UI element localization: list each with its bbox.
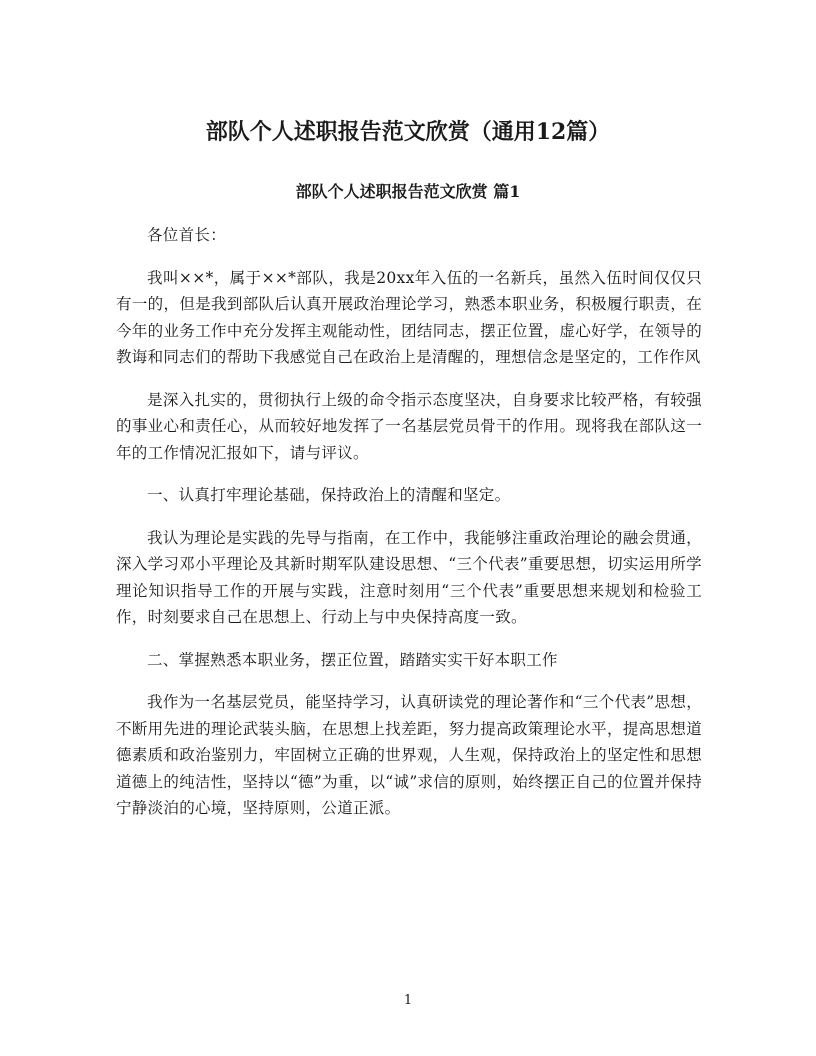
document-body [116,222,702,838]
heading-part-two: 二、掌握熟悉本职业务，摆正位置，踏踏实实干好本职工作 [147,650,558,669]
paragraph-part-two: 我作为一名基层党员，能坚持学习，认真研读党的理论著作和“三个代表”思想，不断用先进的理论武装头脑，在思想上找差距，努力提高政策理论水平，提高思想道德素质和政治鉴别力，牢固树立正确的世界观，人生观，保持政治上的坚定性和思想道德上的纯洁性，坚持以“德”为重，以“诚”求信的原则，始终摆正自己的位置并保持宁静淡泊的心境，坚持原则，公道正派。 [116,693,702,817]
paragraph-salutation: 各位首长： [147,226,227,244]
section-title: 部队个人述职报告范文欣赏 篇1 [295,182,521,201]
paragraph-introduction: 我叫××*，属于××*部队，我是20xx年入伍的一名新兵，虽然入伍时间仅仅只有一的，但是我到部队后认真开展政治理论学习，熟悉本职业务，积极履行职责，在今年的业务工作中充分发挥主观能动性，团结同志，摆正位置，虚心好学，在领导的教诲和同志们的帮助下我感觉自己在政治上是清醒的，理想信念是坚定的，工作作风 [116,268,702,366]
heading-part-one: 一、认真打牢理论基础，保持政治上的清醒和坚定。 [147,486,511,504]
document-title: 部队个人述职报告范文欣赏（通用12篇） [205,119,611,145]
page-number: 1 [403,993,413,1008]
paragraph-part-one: 我认为理论是实践的先导与指南，在工作中，我能够注重政治理论的融会贯通，深入学习邓小平理论及其新时期军队建设思想、“三个代表”重要思想，切实运用所学理论知识指导工作的开展与实践，注意时刻用“三个代表”重要思想来规划和检验工作，时刻要求自己在思想上、行动上与中央保持高度一致。 [116,528,702,626]
paragraph-introduction-continued: 是深入扎实的，贯彻执行上级的命令指示态度坚决，自身要求比较严格，有较强的事业心和责任心，从而较好地发挥了一名基层党员骨干的作用。现将我在部队这一年的工作情况汇报如下，请与评议。 [116,390,702,462]
